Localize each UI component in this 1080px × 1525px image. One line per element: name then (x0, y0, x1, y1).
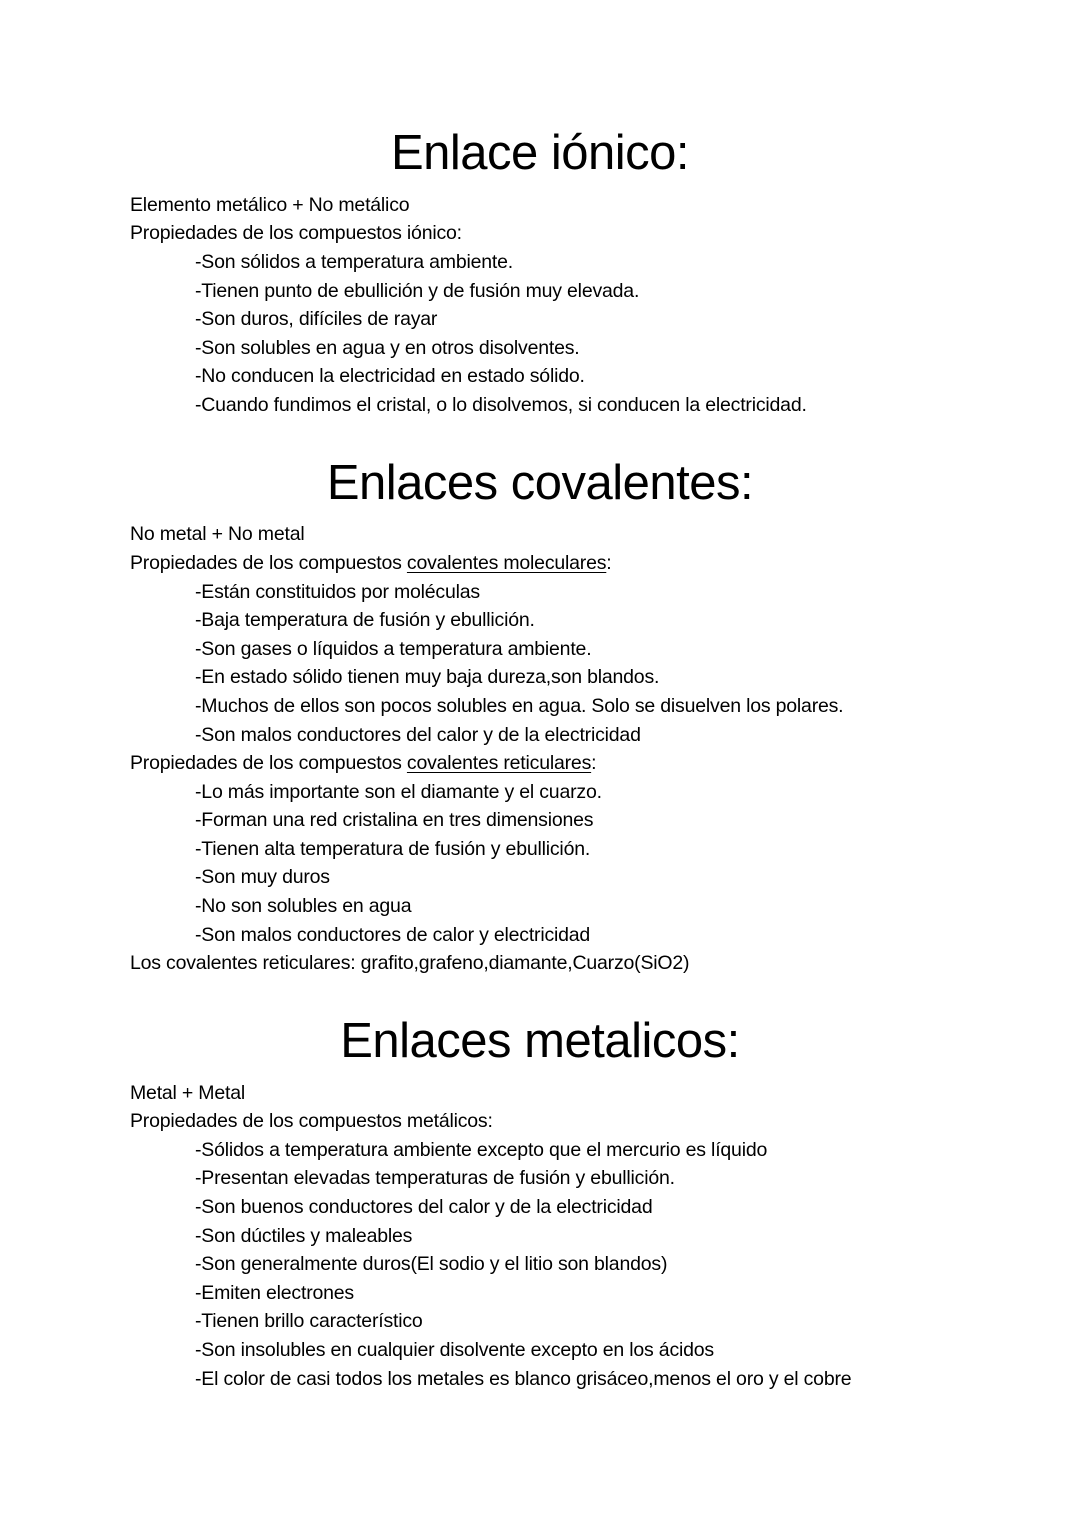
text-line (130, 663, 1050, 692)
text-segment: No metal + No metal (130, 523, 305, 546)
text-segment: -El color de casi todos los metales es blanco grisáceo,menos el oro y el cobre (195, 1367, 852, 1390)
section-body (0, 191, 1080, 420)
text-line (130, 921, 1050, 950)
text-line (130, 778, 1050, 807)
text-line (130, 635, 1050, 664)
text-segment: -Son muy duros (195, 866, 330, 889)
section-body (0, 520, 1080, 978)
text-line (130, 248, 1050, 277)
text-line (130, 721, 1050, 750)
text-segment: Propiedades de los compuestos (130, 752, 407, 775)
section-heading: Enlaces covalentes: (326, 455, 754, 510)
text-segment: -En estado sólido tienen muy baja dureza,son blandos. (195, 666, 660, 689)
text-line (130, 749, 1050, 778)
text-line (130, 305, 1050, 334)
text-segment: -Son solubles en agua y en otros disolventes. (195, 336, 580, 359)
text-segment: -Forman una red cristalina en tres dimensiones (195, 809, 594, 832)
text-segment: -Son malos conductores de calor y electricidad (195, 923, 591, 946)
text-line (130, 362, 1050, 391)
text-segment: -No conducen la electricidad en estado sólido. (195, 365, 585, 388)
text-line (130, 520, 1050, 549)
text-segment: -Están constituidos por moléculas (195, 580, 480, 603)
text-segment: Propiedades de los compuestos (130, 551, 407, 574)
section-body (0, 1079, 1080, 1394)
text-line (130, 835, 1050, 864)
text-segment: -Baja temperatura de fusión y ebullición. (195, 609, 535, 632)
text-line (130, 863, 1050, 892)
text-segment: -Son buenos conductores del calor y de la electricidad (195, 1196, 653, 1219)
text-segment: -Presentan elevadas temperaturas de fusión y ebullición. (195, 1167, 675, 1190)
text-segment: Propiedades de los compuestos iónico: (130, 222, 462, 245)
text-segment: -Emiten electrones (195, 1281, 354, 1304)
text-segment: -Son duros, difíciles de rayar (195, 308, 438, 331)
text-segment: Los covalentes reticulares: grafito,grafeno,diamante,Cuarzo(SiO2) (130, 952, 690, 975)
text-line (130, 949, 1050, 978)
text-line (130, 892, 1050, 921)
text-line (130, 191, 1050, 220)
text-line (130, 1250, 1050, 1279)
section-heading: Enlaces metalicos: (340, 1013, 740, 1068)
text-line (130, 334, 1050, 363)
text-line (130, 1279, 1050, 1308)
section-enlace-ionico (0, 124, 1080, 420)
text-segment: -Cuando fundimos el cristal, o lo disolvemos, si conducen la electricidad. (195, 393, 807, 416)
text-segment: : (591, 752, 597, 775)
section-heading: Enlace iónico: (390, 126, 690, 180)
text-segment: Metal + Metal (130, 1081, 245, 1104)
text-segment: : (606, 551, 612, 574)
text-segment: -Tienen alta temperatura de fusión y ebullición. (195, 837, 591, 860)
text-segment: -Muchos de ellos son pocos solubles en agua. Solo se disuelven los polares. (195, 694, 844, 717)
text-line (130, 391, 1050, 420)
text-segment: -Son malos conductores del calor y de la electricidad (195, 723, 641, 746)
text-segment: -No son solubles en agua (195, 895, 412, 918)
text-segment: -Son gases o líquidos a temperatura ambiente. (195, 637, 592, 660)
text-line (130, 1365, 1050, 1394)
section-enlaces-covalentes (0, 454, 1080, 978)
text-line (130, 549, 1050, 578)
text-segment: -Tienen punto de ebullición y de fusión muy elevada. (195, 279, 640, 302)
text-line (130, 606, 1050, 635)
underlined-phrase: covalentes moleculares (406, 551, 607, 574)
text-segment: -Son dúctiles y maleables (195, 1224, 413, 1247)
text-segment: -Sólidos a temperatura ambiente excepto que el mercurio es líquido (195, 1138, 768, 1161)
text-line (130, 219, 1050, 248)
text-segment: -Lo más importante son el diamante y el cuarzo. (195, 780, 602, 803)
text-line (130, 1336, 1050, 1365)
text-line (130, 1079, 1050, 1108)
text-line (130, 1193, 1050, 1222)
text-line (130, 277, 1050, 306)
text-segment: -Son insolubles en cualquier disolvente excepto en los ácidos (195, 1338, 714, 1361)
underlined-phrase: covalentes reticulares (406, 752, 592, 775)
text-line (130, 692, 1050, 721)
text-line (130, 1307, 1050, 1336)
text-segment: -Son generalmente duros(El sodio y el litio son blandos) (195, 1253, 668, 1276)
text-line (130, 1164, 1050, 1193)
text-segment: -Son sólidos a temperatura ambiente. (195, 250, 513, 273)
text-line (130, 1222, 1050, 1251)
text-line (130, 578, 1050, 607)
text-line (130, 806, 1050, 835)
section-enlaces-metalicos (0, 1012, 1080, 1393)
text-line (130, 1107, 1050, 1136)
text-segment: -Tienen brillo característico (195, 1310, 423, 1333)
text-line (130, 1136, 1050, 1165)
text-segment: Propiedades de los compuestos metálicos: (130, 1110, 493, 1133)
text-segment: Elemento metálico + No metálico (130, 193, 410, 216)
